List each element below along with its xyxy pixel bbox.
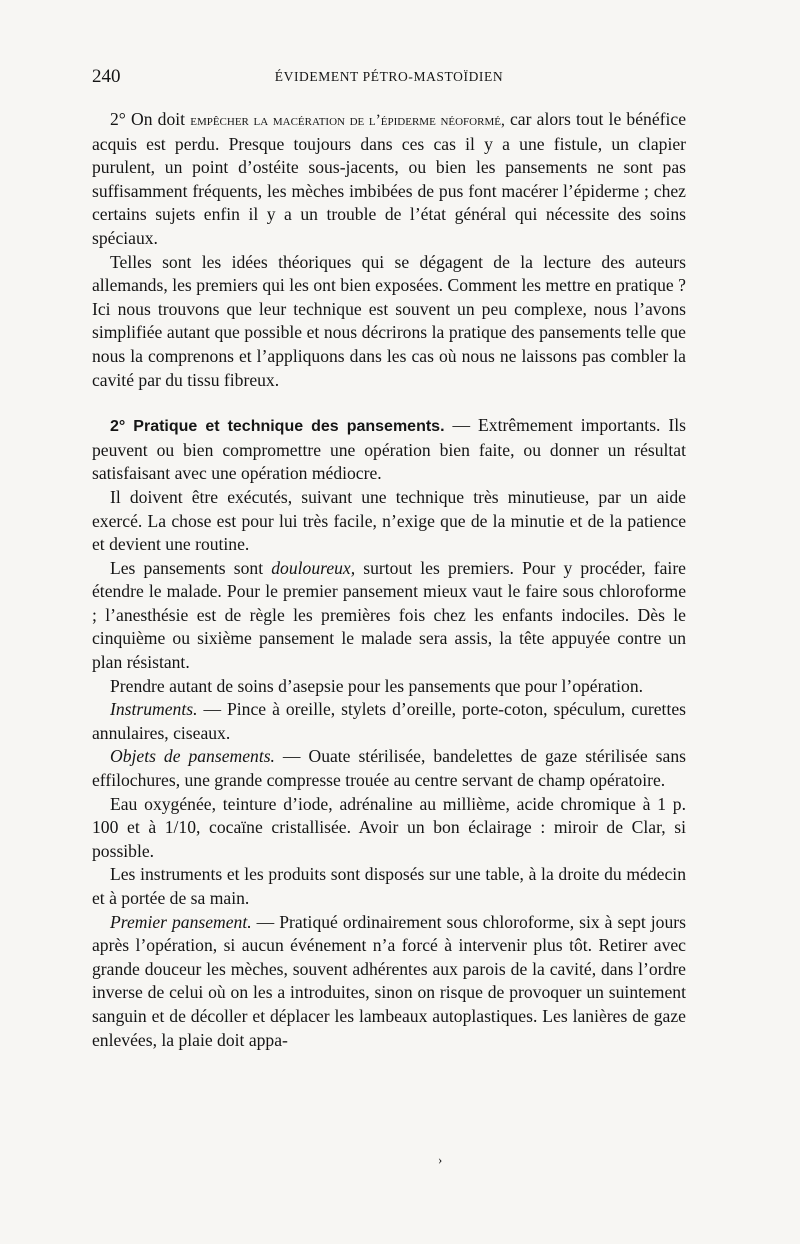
page-number: 240 bbox=[92, 66, 121, 87]
paragraph-objects bbox=[92, 745, 686, 792]
paragraph-text: — Ouate stérilisée, bandelettes de gaze stérilisée sans effilochures, une grande compresse trouée au centre servant de champ opératoire. bbox=[92, 746, 686, 791]
paragraph-text: car alors tout le bénéfice acquis est perdu. Presque toujours dans ces cas il y a une fistule, un clapier purulent, un point d’ostéite sous-jacents, ou bien les pansements ne sont pas suffisamment fréquents, les mèches imbibées de pus font macérer l’épiderme ; chez certains sujets enfin il y a un trouble de l’état général qui nécessite des soins spéciaux. bbox=[92, 109, 686, 248]
paragraph-first-dressing bbox=[92, 911, 686, 1053]
page-header bbox=[92, 66, 686, 96]
small-caps-phrase: empêcher la macération de l’épiderme néoformé, bbox=[190, 112, 505, 129]
subheading-instruments: Instruments. bbox=[110, 699, 198, 720]
subheading-first-dressing: Premier pansement. bbox=[110, 911, 252, 932]
body-text bbox=[92, 108, 686, 1052]
paragraph-table: Les instruments et les produits sont disposés sur une table, à la droite du médecin et à portée de sa main. bbox=[92, 864, 686, 908]
paragraph-text: Les pansements sont bbox=[110, 557, 272, 578]
section-heading: 2° Pratique et technique des pansements. bbox=[110, 418, 445, 436]
italic-word: douloureux, bbox=[271, 557, 356, 578]
paragraph-products: Eau oxygénée, teinture d’iode, adrénaline au millième, acide chromique à 1 p. 100 et à 1/10, cocaïne cristallisée. Avoir un bon éclairage : miroir de Clar, si possible. bbox=[92, 793, 686, 861]
paragraph-painful bbox=[92, 557, 686, 675]
paragraph-text: surtout les premiers. Pour y procéder, faire étendre le malade. Pour le premier pansement mieux vaut le faire sous chloroforme ; l’anesthésie est de règle les premières fois chez les enfants indociles. Dès le cinquième ou sixième pansement le malade sera assis, la tête appuyée contre un plan résistant. bbox=[92, 557, 686, 673]
paragraph-execution: Il doivent être exécutés, suivant une technique très minutieuse, par un aide exercé. La chose est pour lui très facile, n’exige que de la minutie et de la patience et devient une routine. bbox=[92, 486, 686, 555]
paragraph-text: — Pratiqué ordinairement sous chloroforme, six à sept jours après l’opération, si aucun événement n’a forcé à intervenir plus tôt. Retirer avec grande douceur les mèches, souvent adhérentes aux parois de la cavité, dans l’ordre inverse de celui où on les a introduites, sinon on risque de provoquer un suintement sanguin et de décoller et déplacer les lambeaux autoplastiques. Les lanières de gaze enlevées, la plaie doit appa- bbox=[92, 911, 686, 1050]
subheading-objects: Objets de pansements. bbox=[110, 746, 275, 767]
paragraph-text: 2° On doit bbox=[110, 109, 191, 129]
paragraph-asepsis: Prendre autant de soins d’asepsie pour les pansements que pour l’opération. bbox=[110, 675, 644, 696]
paragraph-instruments bbox=[92, 698, 686, 745]
paragraph-theory: Telles sont les idées théoriques qui se dégagent de la lecture des auteurs allemands, les premiers qui les ont bien exposées. Comment les mettre en pratique ? Ici nous trouvons que leur technique est souvent un peu complexe, nous l’avons simplifiée autant que possible et nous décrirons la pratique des pansements telle que nous la comprenons et l’appliquons dans les cas où nous ne laissons pas combler la cavité par du tissu fibreux. bbox=[92, 251, 686, 390]
paragraph-text: — Extrêmement importants. Ils peuvent ou bien compromettre une opération bien faite, ou donner un résultat satisfaisant avec une opération médiocre. bbox=[92, 415, 686, 484]
page bbox=[92, 66, 686, 1052]
stray-mark: › bbox=[438, 1152, 443, 1167]
paragraph-maceration bbox=[92, 108, 686, 251]
section-heading-paragraph bbox=[92, 414, 686, 486]
paragraph-text: — Pince à oreille, stylets d’oreille, porte-coton, spéculum, curettes annulaires, ciseaux. bbox=[92, 699, 686, 743]
running-title: ÉVIDEMENT PÉTRO-MASTOÏDIEN bbox=[274, 69, 504, 84]
